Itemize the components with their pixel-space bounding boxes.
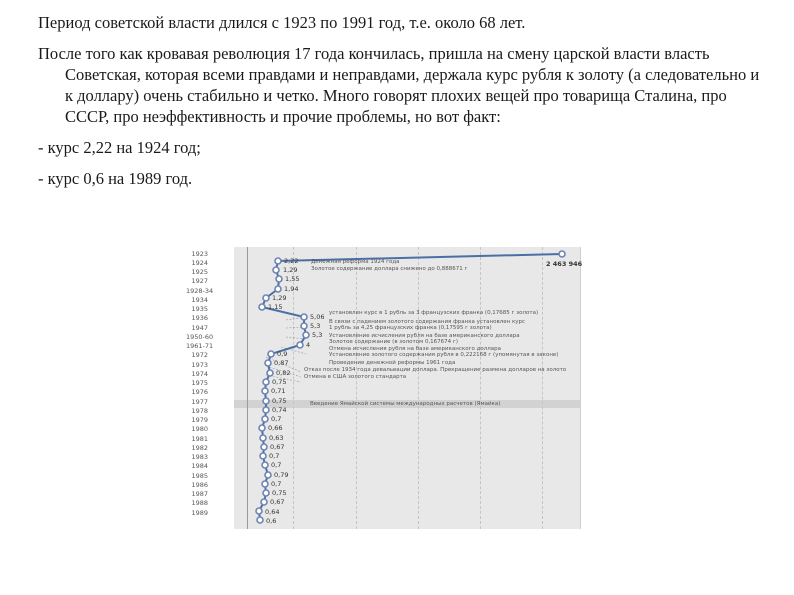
value-label: 0,75 — [272, 378, 287, 386]
value-label: 5,3 — [312, 331, 323, 339]
value-label: 0,87 — [274, 359, 289, 367]
value-label: 0,9 — [277, 350, 288, 358]
annotation-note: 1 рубль за 4,25 французских франка (0,17595 г золота) — [329, 325, 492, 331]
value-label: 0,7 — [271, 480, 282, 488]
year-label: 1976 — [191, 388, 208, 396]
annotation-note: Установление исчисления рубля на базе американского доллара — [329, 333, 520, 339]
value-label: 0,7 — [271, 461, 282, 469]
year-label: 1927 — [191, 277, 208, 285]
value-label: 0,64 — [265, 508, 280, 516]
value-label: 0,6 — [266, 517, 277, 525]
annotation-note: В связи с падением золотого содержания франка установлен курс — [329, 319, 526, 325]
year-label: 1928-34 — [186, 287, 214, 295]
annotation-note: Введение Ямайской системы международных расчетов (Ямайка) — [310, 401, 501, 407]
value-label: 0,79 — [274, 471, 289, 479]
value-label: 0,75 — [272, 397, 287, 405]
year-label: 1950-60 — [186, 333, 214, 341]
annotation-note: Золотое содержание (в золотом 0,167674 г) — [329, 339, 458, 345]
year-label: 1961-71 — [186, 342, 214, 350]
year-label: 1923 — [191, 250, 208, 258]
annotation-note: Отмена исчисления рубля на базе американского доллара — [329, 346, 501, 352]
value-label: 1,94 — [284, 285, 299, 293]
value-label: 0,66 — [268, 424, 283, 432]
value-label: 2 463 946 — [546, 260, 583, 268]
annotation-note: Денежная реформа 1924 года — [311, 259, 400, 265]
value-label: 1,15 — [268, 303, 283, 311]
annotation-note: Отказ после 1934 года девальвации доллара. Прекращение размена долларов на золото — [304, 367, 567, 373]
value-label: 5,3 — [310, 322, 321, 330]
rate-line-series — [186, 247, 582, 532]
value-label: 0,7 — [269, 452, 280, 460]
value-label: 1,29 — [272, 294, 287, 302]
year-label: 1924 — [191, 259, 208, 267]
document-text — [38, 12, 768, 199]
year-label: 1986 — [191, 481, 208, 489]
year-label: 1989 — [191, 509, 208, 517]
year-label: 1925 — [191, 268, 208, 276]
ruble-gold-rate-chart — [186, 247, 582, 532]
year-label: 1982 — [191, 444, 208, 452]
year-label: 1977 — [191, 398, 208, 406]
value-label: 0,74 — [272, 406, 287, 414]
year-label: 1936 — [191, 314, 208, 322]
value-label: 2,22 — [284, 257, 299, 265]
year-label: 1972 — [191, 351, 208, 359]
paragraph-intro: Период советской власти длился с 1923 по 1991 год, т.е. около 68 лет. — [38, 13, 526, 32]
value-label: 0,71 — [271, 387, 286, 395]
annotation-note: Проведение денежной реформы 1961 года — [329, 360, 456, 366]
annotation-note: установлен курс в 1 рубль за 3 французских франка (0,17685 г золота) — [329, 310, 539, 316]
year-label: 1985 — [191, 472, 208, 480]
year-label: 1983 — [191, 453, 208, 461]
value-label: 5,06 — [310, 313, 325, 321]
annotation-note: Золотое содержание доллара снижено до 0,888671 г — [311, 266, 468, 272]
annotation-note: Установление золотого содержания рубля в 0,222168 г (упомянутая в законе) — [329, 352, 559, 358]
value-label: 1,55 — [285, 275, 300, 283]
value-label: 0,75 — [272, 489, 287, 497]
annotation-note: Отмена в США золотого стандарта — [304, 374, 407, 380]
paragraph-rate-1924: - курс 2,22 на 1924 год; — [38, 138, 201, 157]
value-label: 1,29 — [283, 266, 298, 274]
year-label: 1984 — [191, 462, 208, 470]
year-label: 1987 — [191, 490, 208, 498]
value-label: 0,67 — [270, 498, 285, 506]
year-label: 1980 — [191, 425, 208, 433]
year-label: 1947 — [191, 324, 208, 332]
value-label: 0,63 — [269, 434, 284, 442]
year-label: 1974 — [191, 370, 208, 378]
year-label: 1935 — [191, 305, 208, 313]
paragraph-main: После того как кровавая революция 17 года кончилась, пришла на смену царской власти власть Советская, которая всеми правдами и неправдами, держала курс рубля к золоту (а следовательно и к доллару) очень стабильно и четко. Много говорят плохих вещей про товарища Сталина, про СССР, про неэффективность и прочие проблемы, но вот факт: — [38, 44, 760, 126]
year-label: 1978 — [191, 407, 208, 415]
value-label: 0,7 — [271, 415, 282, 423]
year-label: 1988 — [191, 499, 208, 507]
year-label: 1981 — [191, 435, 208, 443]
value-label: 0,82 — [276, 369, 291, 377]
value-label: 4 — [306, 341, 311, 349]
year-label: 1934 — [191, 296, 208, 304]
paragraph-rate-1989: - курс 0,6 на 1989 год. — [38, 169, 193, 188]
year-label: 1975 — [191, 379, 208, 387]
value-label: 0,67 — [270, 443, 285, 451]
year-label: 1979 — [191, 416, 208, 424]
year-label: 1973 — [191, 361, 208, 369]
